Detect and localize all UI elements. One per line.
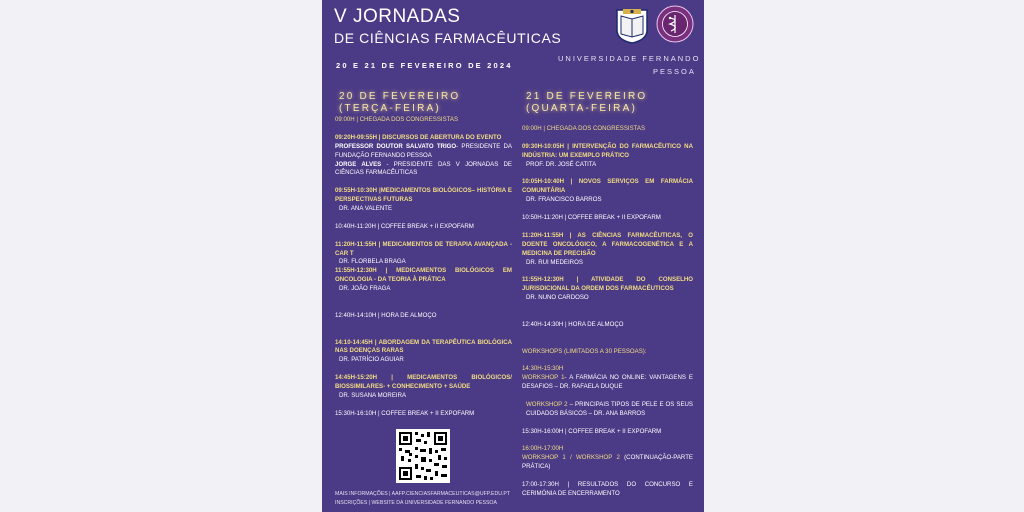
day2-workshops-heading: WORKSHOPS (LIMITADOS A 30 PESSOAS): — [522, 347, 647, 355]
day2-workshop-continuation — [522, 454, 693, 472]
day1-heading — [339, 91, 460, 115]
day2-session2-title: 10:05H-10:40H | NOVOS SERVIÇOS EM FARMÁCIA COMUNITÁRIA — [522, 178, 693, 195]
day1-weekday: (TERÇA-FEIRA) — [339, 103, 441, 114]
day2-break2: 15:30H-16:00H | COFFEE BREAK + II EXPOFARM — [522, 427, 662, 435]
day1-schedule — [335, 116, 512, 419]
day1-opening-speaker2 — [335, 161, 512, 179]
event-poster — [322, 0, 704, 512]
university-name: UNIVERSIDADE FERNANDO — [558, 54, 701, 63]
day2-lunch: 12:40H-14:30H | HORA DE ALMOÇO — [522, 320, 624, 328]
speaker-role: - PRESIDENTE DA FUNDAÇÃO FERNANDO PESSOA — [335, 142, 512, 159]
day2-heading — [526, 91, 647, 115]
day2-arrival: 09:00H | CHEGADA DOS CONGRESSISTAS — [522, 125, 646, 132]
workshop-text: – PRINCIPAIS TIPOS DE PELE E OS SEUS CUIDADOS BÁSICOS – DR. ANA BARROS — [526, 400, 693, 417]
day1-lunch: 12:40H-14:10H | HORA DE ALMOÇO — [335, 311, 437, 319]
day1-date: 20 DE FEVEREIRO — [339, 91, 461, 102]
workshop-label: WORKSHOP 1 / WORKSHOP 2 — [522, 454, 620, 462]
day2-date: 21 DE FEVEREIRO — [526, 91, 648, 102]
day2-workshop1 — [522, 374, 693, 392]
day1-arrival: 09:00H | CHEGADA DOS CONGRESSISTAS — [335, 116, 459, 123]
day1-session5-speaker: DR. SUSANA MOREIRA — [339, 391, 407, 399]
day2-weekday: (QUARTA-FEIRA) — [526, 103, 637, 114]
pharmacy-seal-icon — [656, 5, 694, 43]
poster-title: V JORNADAS — [334, 6, 461, 27]
day1-session1-title: 09:55H-10:30H |MEDICAMENTOS BIOLÓGICOS– HISTÓRIA E PERSPECTIVAS FUTURAS — [335, 187, 512, 204]
event-dates: 20 E 21 DE FEVEREIRO DE 2024 — [336, 61, 513, 70]
footer-registration: INSCRIÇÕES | WEBSITE DA UNIVERSIDADE FERNANDO PESSOA — [335, 500, 497, 506]
footer-info: MAIS INFORMAÇÕES | AAFP.CIENCIASFARMACEUTICAS@UFP.EDU.PT — [335, 491, 511, 497]
day1-session5-title: 14:45H-15:20H | MEDICAMENTOS BIOLÓGICOS/ BIOSSIMILARES- + CONHECIMENTO + SAÚDE — [335, 374, 512, 391]
day2-session3-speaker: DR. RUI MEDEIROS — [526, 258, 583, 266]
day2-session1-speaker: PROF. DR. JOSÉ CATITA — [526, 160, 597, 168]
day1-break1: 10:40H-11:20H | COFFEE BREAK + II EXPOFARM — [335, 222, 474, 230]
workshop-text: (CONTINUAÇÃO-PARTE PRÁTICA) — [522, 454, 693, 471]
day2-workshop2 — [522, 401, 693, 419]
day1-session3-title: 11:55H-12:30H | MEDICAMENTOS BIOLÓGICOS EM ONCOLOGIA - DA TEORIA À PRÁTICA — [335, 267, 512, 284]
day1-session4-title: 14:10-14:45H | ABORDAGEM DA TERAPÊUTICA BIOLÓGICA NAS DOENÇAS RARAS — [335, 338, 512, 355]
day1-opening-speaker1 — [335, 143, 512, 161]
day1-session3-speaker: DR. JOÃO FRAGA — [339, 285, 391, 293]
day1-opening-title: 09:20H-09:55H | DISCURSOS DE ABERTURA DO EVENTO — [335, 133, 502, 141]
day2-session1-title: 09:30H-10:05H | INTERVENÇÃO DO FARMACÊUTICO NA INDÚSTRIA: UM EXEMPLO PRÁTICO — [522, 142, 693, 159]
day2-session4-speaker: DR. NUNO CARDOSO — [526, 294, 589, 302]
university-name-2: PESSOA — [653, 67, 696, 76]
qr-code[interactable] — [396, 429, 450, 483]
day2-session3-title: 11:20H-11:55H | AS CIÊNCIAS FARMACÊUTICAS, O DOENTE ONCOLÓGICO, A FARMACOGENÉTICA E A MEDICINA DE PRECISÃO — [522, 231, 693, 257]
speaker-name: JORGE ALVES — [335, 160, 382, 168]
day1-session4-speaker: DR. PATRÍCIO AGUIAR — [339, 356, 404, 364]
book-crest-icon — [615, 6, 649, 44]
day2-workshop-time2: 16:00H-17:00H — [522, 445, 564, 453]
day2-closing: 17:00-17:30H | RESULTADOS DO CONCURSO E CERIMÓNIA DE ENCERRAMENTO — [522, 481, 693, 497]
speaker-name: PROFESSOR DOUTOR SALVATO TRIGO — [335, 142, 457, 150]
day2-session2-speaker: DR. FRANCISCO BARROS — [526, 196, 602, 204]
day2-break1: 10:50H-11:20H | COFFEE BREAK + II EXPOFARM — [522, 214, 661, 222]
day1-session1-speaker: DR. ANA VALENTE — [339, 205, 393, 213]
workshop-text: - A FARMÁCIA NO ONLINE: VANTAGENS E DESAFIOS – DR. RAFAELA DUQUE — [522, 374, 693, 391]
poster-subtitle: DE CIÊNCIAS FARMACÊUTICAS — [334, 30, 562, 46]
day1-session2-title: 11:20H-11:55H | MEDICAMENTOS DE TERAPIA AVANÇADA - CAR T — [335, 240, 512, 257]
speaker-role: - PRESIDENTE DAS V JORNADAS DE CIÊNCIAS FARMACÊUTICAS — [335, 160, 512, 177]
workshop-label: WORKSHOP 1 — [522, 374, 565, 382]
workshop-label: WORKSHOP 2 — [526, 400, 568, 408]
day2-workshop-time1: 14:30H-15:30H — [522, 365, 564, 373]
day1-break2: 15:30H-16:10H | COFFEE BREAK + II EXPOFARM — [335, 409, 475, 417]
day2-schedule — [522, 125, 693, 499]
day2-session4-title: 11:55H-12:30H | ATIVIDADE DO CONSELHO JURISDICIONAL DA ORDEM DOS FARMACÊUTICOS — [522, 276, 693, 293]
day1-session2-speaker: DR. FLORBELA BRAGA — [339, 258, 406, 266]
